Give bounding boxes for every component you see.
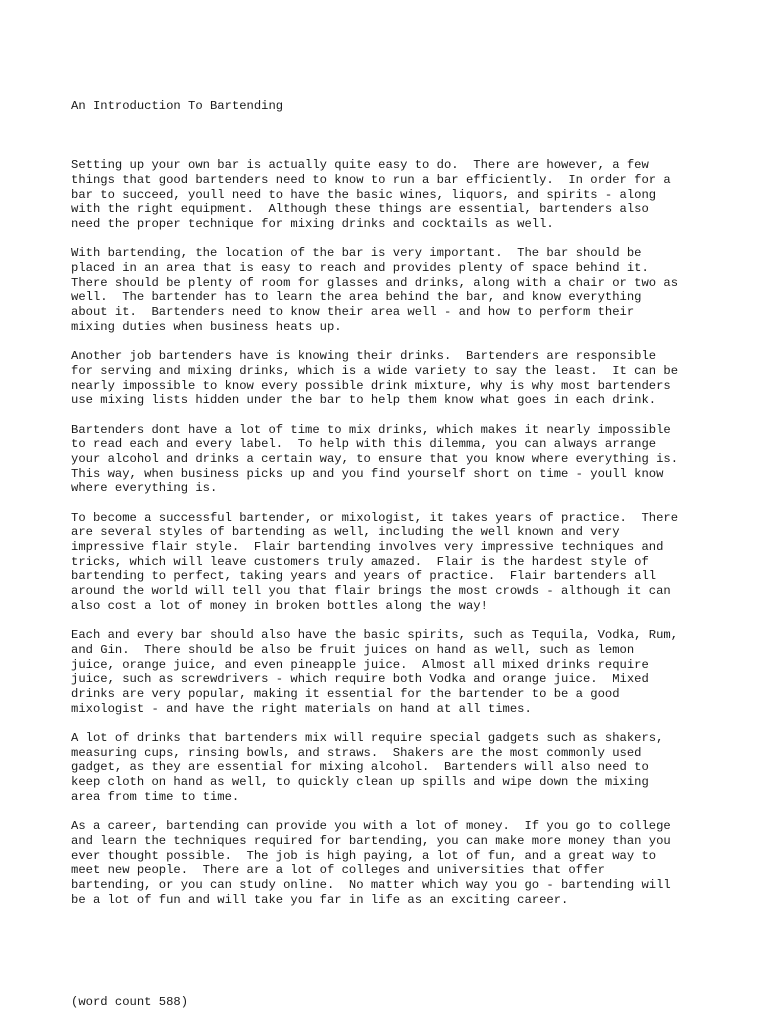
text-line: need the proper technique for mixing drinks and cocktails as well.	[71, 216, 554, 231]
document-title: An Introduction To Bartending	[71, 99, 284, 114]
text-line: As a career, bartending can provide you with a lot of money. If you go to college	[71, 819, 671, 834]
text-line: be a lot of fun and will take you far in life as an exciting career.	[71, 892, 569, 907]
text-line: bartending, or you can study online. No matter which way you go - bartending will	[71, 877, 671, 892]
word-count: (word count 588)	[71, 995, 189, 1010]
text-line: things that good bartenders need to know to run a bar efficiently. In order for a	[71, 172, 671, 187]
text-line: bar to succeed, youll need to have the basic wines, liquors, and spirits - along	[71, 187, 657, 202]
text-line: With bartending, the location of the bar is very important. The bar should be	[71, 246, 642, 261]
text-line: There should be plenty of room for glasses and drinks, along with a chair or two as	[71, 275, 679, 290]
text-line: to read each and every label. To help with this dilemma, you can always arrange	[71, 437, 657, 452]
document-page	[71, 70, 711, 1025]
text-line: and learn the techniques required for bartending, you can make more money than you	[71, 833, 671, 848]
text-line: Another job bartenders have is knowing their drinks. Bartenders are responsible	[71, 349, 657, 364]
paragraph	[71, 423, 711, 496]
text-line: where everything is.	[71, 481, 218, 496]
text-line: placed in an area that is easy to reach and provides plenty of space behind it.	[71, 261, 649, 276]
text-line: gadget, as they are essential for mixing alcohol. Bartenders will also need to	[71, 760, 649, 775]
text-line: bartending to perfect, taking years and years of practice. Flair bartenders all	[71, 569, 657, 584]
text-line: around the world will tell you that flair brings the most crowds - although it can	[71, 584, 671, 599]
text-line: juice, such as screwdrivers - which require both Vodka and orange juice. Mixed	[71, 672, 649, 687]
text-line: A lot of drinks that bartenders mix will require special gadgets such as shakers,	[71, 731, 664, 746]
text-line: are several styles of bartending as well, including the well known and very	[71, 525, 620, 540]
text-line: Setting up your own bar is actually quite easy to do. There are however, a few	[71, 158, 649, 173]
text-line: well. The bartender has to learn the area behind the bar, and know everything	[71, 290, 642, 305]
paragraph	[71, 349, 711, 408]
text-line: with the right equipment. Although these things are essential, bartenders also	[71, 202, 649, 217]
text-line: juice, orange juice, and even pineapple juice. Almost all mixed drinks require	[71, 657, 649, 672]
document-body	[71, 158, 711, 907]
text-line: also cost a lot of money in broken bottles along the way!	[71, 598, 488, 613]
text-line: use mixing lists hidden under the bar to help them know what goes in each drink.	[71, 393, 657, 408]
text-line: nearly impossible to know every possible drink mixture, why is why most bartenders	[71, 378, 671, 393]
text-line: This way, when business picks up and you find yourself short on time - youll know	[71, 466, 664, 481]
text-line: your alcohol and drinks a certain way, to ensure that you know where everything is.	[71, 451, 679, 466]
text-line: Each and every bar should also have the basic spirits, such as Tequila, Vodka, Rum,	[71, 628, 679, 643]
text-line: ever thought possible. The job is high paying, a lot of fun, and a great way to	[71, 848, 657, 863]
text-line: meet new people. There are a lot of colleges and universities that offer	[71, 863, 605, 878]
paragraph	[71, 246, 711, 334]
text-line: Bartenders dont have a lot of time to mix drinks, which makes it nearly impossible	[71, 422, 671, 437]
paragraph	[71, 731, 711, 804]
text-line: and Gin. There should be also be fruit juices on hand as well, such as lemon	[71, 642, 635, 657]
text-line: mixing duties when business heats up.	[71, 319, 342, 334]
text-line: tricks, which will leave customers truly amazed. Flair is the hardest style of	[71, 554, 649, 569]
text-line: area from time to time.	[71, 789, 240, 804]
text-line: about it. Bartenders need to know their area well - and how to perform their	[71, 305, 635, 320]
paragraph	[71, 511, 711, 614]
text-line: for serving and mixing drinks, which is a wide variety to say the least. It can be	[71, 363, 679, 378]
text-line: drinks are very popular, making it essential for the bartender to be a good	[71, 686, 620, 701]
text-line: measuring cups, rinsing bowls, and straws. Shakers are the most commonly used	[71, 745, 642, 760]
paragraph	[71, 628, 711, 716]
text-line: To become a successful bartender, or mixologist, it takes years of practice. There	[71, 510, 679, 525]
text-line: impressive flair style. Flair bartending involves very impressive techniques and	[71, 540, 664, 555]
text-line: keep cloth on hand as well, to quickly clean up spills and wipe down the mixing	[71, 775, 649, 790]
text-line: mixologist - and have the right materials on hand at all times.	[71, 701, 532, 716]
paragraph	[71, 819, 711, 907]
paragraph	[71, 158, 711, 231]
